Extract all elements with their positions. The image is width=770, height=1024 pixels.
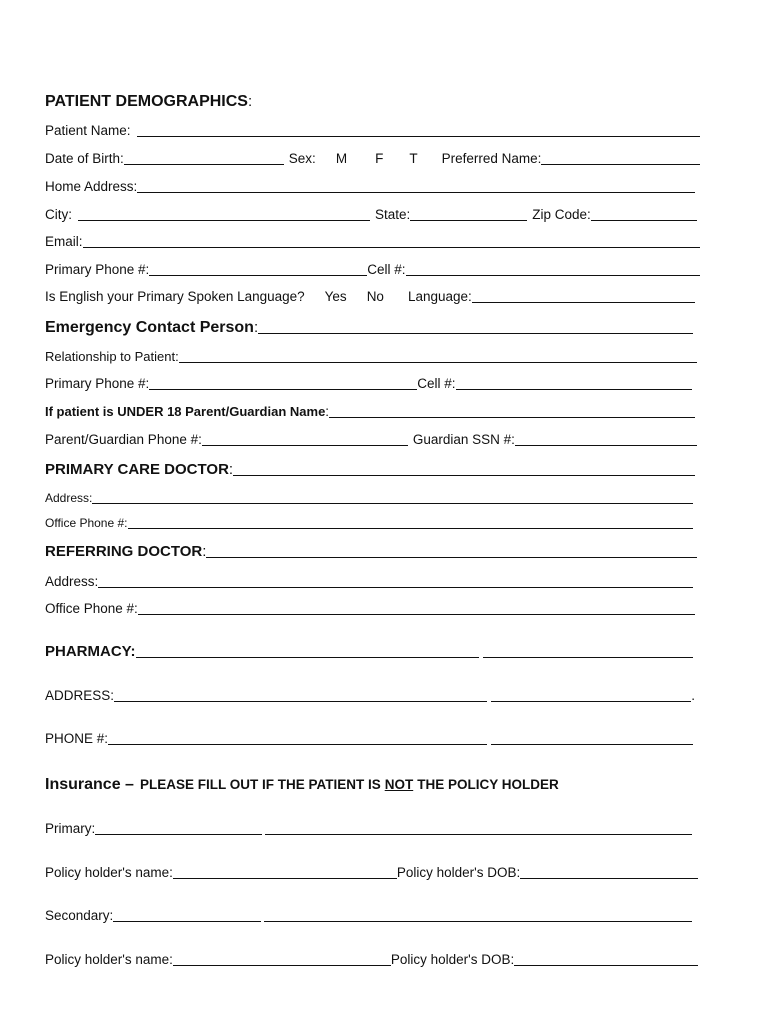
email-field[interactable] xyxy=(83,247,700,248)
guardian-ssn-field[interactable] xyxy=(515,445,697,446)
english-row xyxy=(45,289,695,305)
section-heading-insurance: Insurance – xyxy=(45,776,134,793)
emergency-phone-row xyxy=(45,376,692,392)
dob-row xyxy=(45,151,700,167)
patient-demographics-heading-row xyxy=(45,94,700,110)
guardian-name-row xyxy=(45,404,695,420)
policy-holder-dob-2-field[interactable] xyxy=(514,965,698,966)
english-yes-option[interactable]: Yes xyxy=(324,289,347,304)
policy-holder-dob-1-label: Policy holder's DOB: xyxy=(396,865,521,880)
referring-address-label: Address: xyxy=(45,574,99,589)
section-heading-referring: REFERRING DOCTOR xyxy=(45,543,203,560)
guardian-ssn-label: Guardian SSN #: xyxy=(412,432,515,447)
insurance-note-not: NOT xyxy=(384,777,414,792)
section-heading-pharmacy: PHARMACY: xyxy=(45,643,136,660)
heading-colon: : xyxy=(228,461,234,478)
home-address-row xyxy=(45,179,695,195)
sex-label: Sex: xyxy=(288,151,316,166)
pharmacy-phone-row xyxy=(45,731,693,747)
heading-colon: : xyxy=(247,93,253,110)
under18-guardian-label: If patient is UNDER 18 Parent/Guardian Name xyxy=(45,404,326,419)
home-address-field[interactable] xyxy=(137,192,695,193)
sex-option-t[interactable]: T xyxy=(409,151,418,166)
language-label: Language: xyxy=(407,289,472,304)
section-heading-emergency-contact: Emergency Contact Person xyxy=(45,319,254,336)
patient-name-row xyxy=(45,123,700,139)
email-row xyxy=(45,234,700,250)
primary-care-address-label: Address: xyxy=(45,491,93,505)
primary-phone-label: Primary Phone #: xyxy=(45,262,150,277)
city-label: City: xyxy=(45,207,72,222)
primary-insurance-row xyxy=(45,821,692,837)
primary-phone-field[interactable] xyxy=(149,275,367,276)
primary-insurance-label: Primary: xyxy=(45,821,96,836)
patient-name-label: Patient Name: xyxy=(45,123,131,138)
section-heading-primary-care: PRIMARY CARE DOCTOR xyxy=(45,461,229,478)
pharmacy-address-row xyxy=(45,688,695,704)
dob-label: Date of Birth: xyxy=(45,151,124,166)
primary-care-phone-label: Office Phone #: xyxy=(45,516,128,530)
emergency-contact-row xyxy=(45,320,693,336)
preferred-name-label: Preferred Name: xyxy=(441,151,542,166)
zip-label: Zip Code: xyxy=(532,207,591,222)
policy-holder-name-2-label: Policy holder's name: xyxy=(45,952,173,967)
pharmacy-field[interactable] xyxy=(136,657,479,658)
guardian-phone-row xyxy=(45,432,697,448)
section-heading-patient-demographics: PATIENT DEMOGRAPHICS xyxy=(45,93,248,110)
pharmacy-phone-label: PHONE #: xyxy=(45,731,109,746)
policy-holder-name-1-field[interactable] xyxy=(173,878,397,879)
insurance-note-pre: PLEASE FILL OUT IF THE PATIENT IS xyxy=(139,777,381,792)
city-state-zip-row xyxy=(45,207,697,223)
policy-holder-name-1-label: Policy holder's name: xyxy=(45,865,173,880)
language-field[interactable] xyxy=(472,302,695,303)
secondary-insurance-field[interactable] xyxy=(113,921,261,922)
pharmacy-phone-field-continued[interactable] xyxy=(491,744,693,745)
state-label: State: xyxy=(375,207,411,222)
preferred-name-field[interactable] xyxy=(541,164,700,165)
sex-option-m[interactable]: M xyxy=(335,151,348,166)
heading-colon: : xyxy=(202,543,207,560)
pharmacy-field-continued[interactable] xyxy=(483,657,693,658)
primary-insurance-field-continued[interactable] xyxy=(265,834,692,835)
referring-address-row xyxy=(45,574,693,590)
guardian-phone-field[interactable] xyxy=(202,445,408,446)
primary-care-row xyxy=(45,462,695,478)
pharmacy-address-end: . xyxy=(691,688,695,703)
referring-phone-label: Office Phone #: xyxy=(45,601,138,616)
policy-holder-1-row xyxy=(45,865,698,881)
referring-address-field[interactable] xyxy=(98,587,693,588)
primary-care-phone-field[interactable] xyxy=(128,528,694,529)
referring-phone-field[interactable] xyxy=(138,614,695,615)
pharmacy-address-field-continued[interactable] xyxy=(491,701,691,702)
relationship-label: Relationship to Patient: xyxy=(45,349,179,364)
primary-care-address-field[interactable] xyxy=(92,503,693,504)
secondary-insurance-field-continued[interactable] xyxy=(264,921,692,922)
emergency-cell-label: Cell #: xyxy=(417,376,456,391)
sex-option-f[interactable]: F xyxy=(375,151,384,166)
pharmacy-phone-field[interactable] xyxy=(108,744,487,745)
label-colon: : xyxy=(325,404,330,419)
emergency-cell-field[interactable] xyxy=(456,389,692,390)
relationship-field[interactable] xyxy=(179,362,697,363)
city-field[interactable] xyxy=(78,220,370,221)
english-question-label: Is English your Primary Spoken Language? xyxy=(45,289,305,304)
primary-phone-row xyxy=(45,262,700,278)
emergency-primary-phone-label: Primary Phone #: xyxy=(45,376,150,391)
emergency-contact-field[interactable] xyxy=(258,333,693,334)
primary-care-address-row xyxy=(45,490,693,506)
relationship-row xyxy=(45,349,697,365)
pharmacy-row xyxy=(45,644,693,660)
referring-field[interactable] xyxy=(206,557,697,558)
pharmacy-address-label: ADDRESS: xyxy=(45,688,115,703)
policy-holder-dob-1-field[interactable] xyxy=(520,878,698,879)
heading-colon: : xyxy=(253,319,259,336)
referring-phone-row xyxy=(45,601,695,617)
cell-label: Cell #: xyxy=(367,262,406,277)
insurance-heading-row xyxy=(45,777,700,793)
zip-field[interactable] xyxy=(591,220,697,221)
secondary-insurance-row xyxy=(45,908,692,924)
email-label: Email: xyxy=(45,234,83,249)
referring-row xyxy=(45,544,697,560)
secondary-insurance-label: Secondary: xyxy=(45,908,114,923)
patient-name-field[interactable] xyxy=(137,136,700,137)
guardian-phone-label: Parent/Guardian Phone #: xyxy=(45,432,202,447)
state-field[interactable] xyxy=(410,220,527,221)
policy-holder-dob-2-label: Policy holder's DOB: xyxy=(390,952,515,967)
guardian-name-field[interactable] xyxy=(329,417,695,418)
insurance-note-post: THE POLICY HOLDER xyxy=(417,777,559,792)
pharmacy-address-field[interactable] xyxy=(114,701,487,702)
home-address-label: Home Address: xyxy=(45,179,138,194)
primary-insurance-field[interactable] xyxy=(95,834,262,835)
primary-care-phone-row xyxy=(45,515,693,531)
emergency-primary-phone-field[interactable] xyxy=(149,389,417,390)
dob-field[interactable] xyxy=(124,164,284,165)
english-no-option[interactable]: No xyxy=(366,289,384,304)
policy-holder-2-row xyxy=(45,952,698,968)
policy-holder-name-2-field[interactable] xyxy=(173,965,391,966)
primary-care-field[interactable] xyxy=(233,475,695,476)
cell-field[interactable] xyxy=(406,275,700,276)
